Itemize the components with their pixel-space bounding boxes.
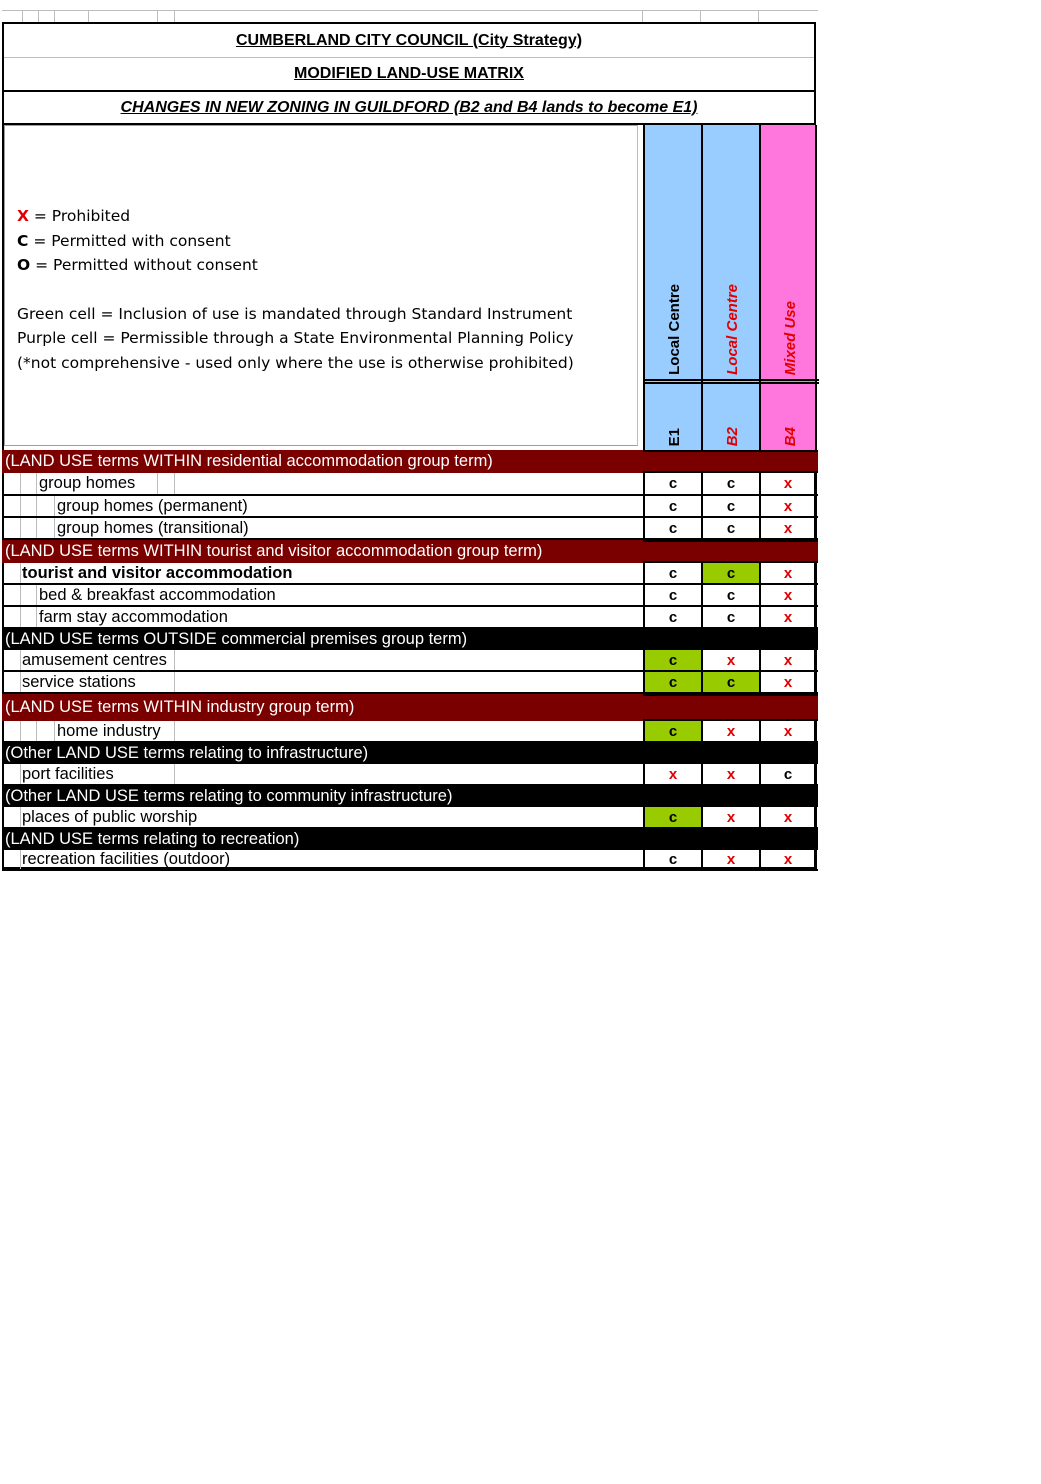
cell-e1: c	[643, 585, 701, 605]
cell-e1: c	[643, 518, 701, 538]
cell-b2: c	[701, 672, 759, 692]
group-row-industry	[2, 694, 818, 721]
land-use-label: port facilities	[22, 764, 114, 783]
group-row-infrastructure	[2, 743, 818, 764]
cell-b4: x	[759, 585, 817, 605]
cell-b2: x	[701, 764, 759, 784]
table-row	[2, 563, 818, 585]
group-label: (LAND USE terms relating to recreation)	[5, 830, 300, 848]
cell-b2: c	[701, 496, 759, 516]
cell-b4: x	[759, 650, 817, 670]
table-row	[2, 473, 818, 496]
cell-e1: c	[643, 721, 701, 741]
legend-consent	[17, 229, 637, 254]
cell-e1: c	[643, 650, 701, 670]
cell-e1: c	[643, 473, 701, 494]
group-row-community	[2, 786, 818, 807]
prohibited-key: X	[17, 207, 29, 225]
legend-green-note: Green cell = Inclusion of use is mandated through Standard Instrument	[17, 304, 573, 323]
land-use-label: group homes (transitional)	[57, 518, 249, 537]
no-consent-text: = Permitted without consent	[30, 256, 258, 274]
zone-header-e1	[643, 125, 701, 450]
cell-e1: c	[643, 607, 701, 627]
table-row	[2, 496, 818, 518]
legend-asterisk-note: (*not comprehensive - used only where the use is otherwise prohibited)	[17, 353, 574, 372]
cell-b2: c	[701, 518, 759, 538]
table-row	[2, 807, 818, 829]
legend-no-consent	[17, 253, 637, 278]
cell-b4: x	[759, 721, 817, 741]
zone-code-b2: B2	[723, 426, 741, 446]
cell-e1: c	[643, 563, 701, 583]
consent-key: C	[17, 231, 29, 250]
table-row	[2, 850, 818, 871]
table-row	[2, 764, 818, 786]
group-label: (Other LAND USE terms relating to infrastructure)	[5, 744, 369, 762]
prohibited-text: = Prohibited	[28, 207, 131, 225]
cell-b4: x	[759, 807, 817, 827]
group-row-recreation	[2, 829, 818, 850]
group-row-tourist	[2, 540, 818, 563]
zone-header-b4	[759, 125, 817, 450]
legend-box	[4, 125, 638, 446]
cell-b2: c	[701, 563, 759, 583]
group-label: (LAND USE terms WITHIN residential accommodation group term)	[5, 452, 493, 470]
land-use-label: places of public worship	[22, 807, 198, 826]
cell-b4: x	[759, 672, 817, 692]
group-label: (LAND USE terms WITHIN industry group term)	[5, 698, 355, 716]
cell-b2: x	[701, 850, 759, 869]
council-title: CUMBERLAND CITY COUNCIL (City Strategy)	[4, 24, 814, 58]
cell-b2: x	[701, 650, 759, 670]
cell-e1: c	[643, 850, 701, 869]
table-row	[2, 518, 818, 540]
matrix-title: MODIFIED LAND-USE MATRIX	[294, 64, 524, 82]
cell-b2: c	[701, 607, 759, 627]
cell-b4: x	[759, 563, 817, 583]
cell-e1: c	[643, 672, 701, 692]
cell-e1: c	[643, 807, 701, 827]
cell-b4: x	[759, 607, 817, 627]
zone-name-b2: Local Centre	[723, 284, 741, 375]
changes-title: CHANGES IN NEW ZONING IN GUILDFORD (B2 and B4 lands to become E1)	[120, 98, 698, 116]
table-row	[2, 721, 818, 743]
cell-b2: x	[701, 721, 759, 741]
land-use-label: amusement centres	[22, 650, 167, 669]
no-consent-key: O	[17, 256, 31, 274]
group-label: (LAND USE terms OUTSIDE commercial premises group term)	[5, 630, 468, 648]
cell-b2: x	[701, 807, 759, 827]
land-use-label: farm stay accommodation	[39, 607, 228, 626]
cell-e1: c	[643, 496, 701, 516]
cell-b4: x	[759, 473, 817, 494]
table-row	[2, 672, 818, 694]
group-row-commercial	[2, 629, 818, 650]
land-use-label: service stations	[22, 672, 136, 691]
zone-name-e1: Local Centre	[665, 284, 683, 375]
land-use-label: tourist and visitor accommodation	[22, 563, 293, 582]
land-use-label: group homes	[39, 474, 136, 492]
group-row-residential	[2, 450, 818, 473]
zone-code-e1: E1	[665, 427, 683, 446]
legend-purple-note: Purple cell = Permissible through a State Environmental Planning Policy	[17, 329, 574, 347]
cell-b4: x	[759, 850, 817, 869]
table-row	[2, 585, 818, 607]
land-use-label: bed & breakfast accommodation	[39, 585, 276, 604]
group-label: (LAND USE terms WITHIN tourist and visitor accommodation group term)	[5, 542, 543, 560]
cell-b4: x	[759, 496, 817, 516]
group-label: (Other LAND USE terms relating to community infrastructure)	[5, 787, 453, 805]
land-use-label: recreation facilities (outdoor)	[22, 850, 231, 868]
cell-b2: c	[701, 473, 759, 494]
land-use-label: group homes (permanent)	[57, 496, 248, 515]
cell-b4: c	[759, 764, 817, 784]
table-row	[2, 607, 818, 629]
consent-text: = Permitted with consent	[28, 231, 231, 250]
cell-b2: c	[701, 585, 759, 605]
cell-b4: x	[759, 518, 817, 538]
zone-code-b4: B4	[781, 426, 799, 446]
table-row	[2, 650, 818, 672]
zone-name-b4: Mixed Use	[781, 300, 799, 375]
zone-header-b2	[701, 125, 759, 450]
cell-e1: x	[643, 764, 701, 784]
legend-prohibited	[17, 204, 637, 229]
land-use-label: home industry	[57, 721, 161, 740]
